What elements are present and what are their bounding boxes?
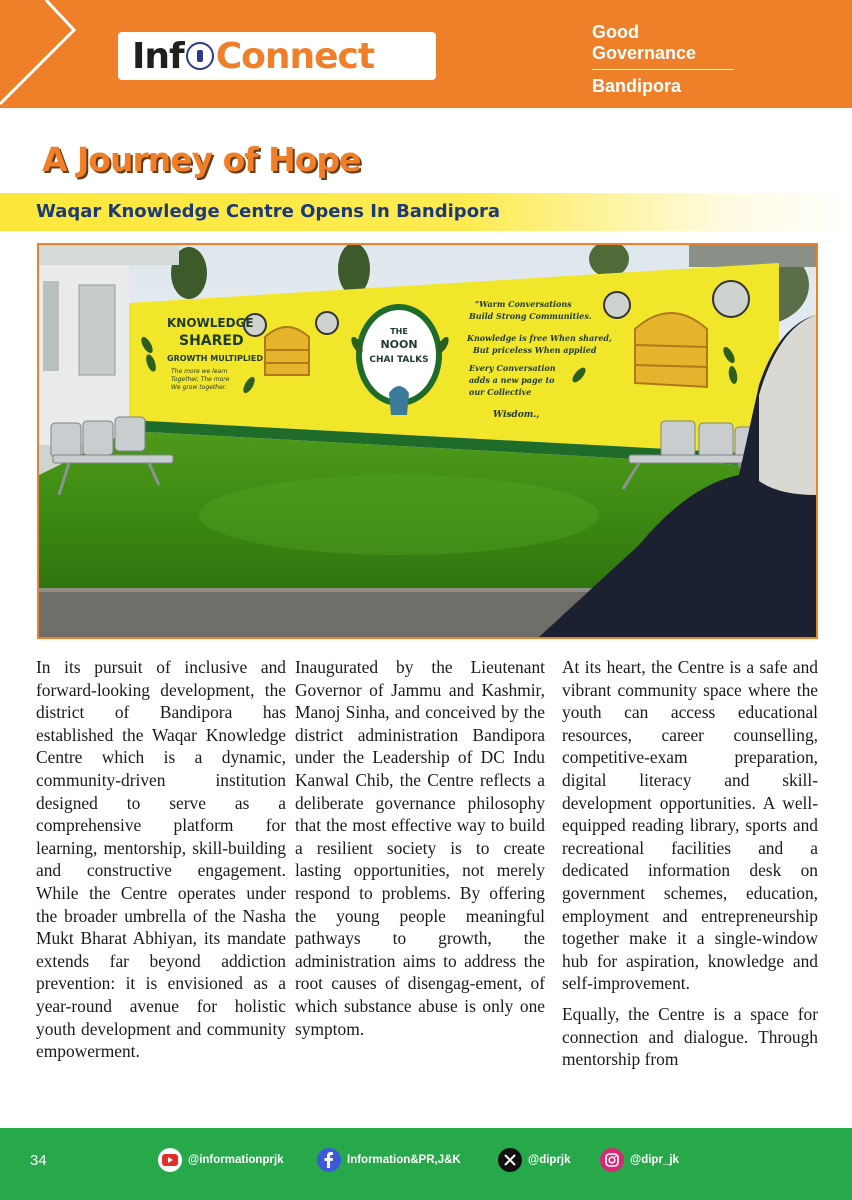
- badge-chai-text: CHAI TALKS: [369, 355, 429, 365]
- instagram-link[interactable]: [600, 1148, 679, 1172]
- sign-shared-text: SHARED: [179, 333, 244, 349]
- district-name: Bandipora: [592, 76, 682, 96]
- sign-growth-text: GROWTH MULTIPLIED: [167, 354, 263, 363]
- youtube-handle: @informationprjk: [188, 1154, 284, 1166]
- column-3-paragraph-1: At its heart, the Centre is a safe and vibrant community space where the youth can access educational resources, career counselling, competitive-exam preparation, digital literacy and skill-development opportunities. A well-equipped reading library, sports and recreational facilities and a dedicated information desk on government schemes, education, employment and entrepreneurship together make it a single-window hub for aspiration, knowledge and self-improvement.: [562, 657, 818, 994]
- quote-line-7: our Collective: [469, 387, 532, 397]
- article-column-1: [36, 656, 286, 1063]
- article-subtitle: Waqar Knowledge Centre Opens In Bandipora: [36, 201, 501, 222]
- column-1-paragraph-1: In its pursuit of inclusive and forward-looking development, the district of Bandipora has established the Waqar Knowledge Centre which is a dynamic, community-driven institution designed to serve as a comprehensive platform for learning, mentorship, skill-building and constructive engagement. While the Centre operates under the broader umbrella of the Nasha Mukt Bharat Abhiyan, its mandate extends far beyond addiction prevention: it is envisioned as a year-round avenue for holistic youth development and community empowerment.: [36, 657, 286, 1062]
- facebook-icon: [317, 1148, 341, 1172]
- logo-text-connect: Connect: [215, 35, 375, 77]
- instagram-icon: [600, 1148, 624, 1172]
- header-band: [0, 0, 852, 108]
- infoconnect-logo: [118, 32, 436, 80]
- column-2-paragraph-1: Inaugurated by the Lieutenant Governor of Jammu and Kashmir, Manoj Sinha, and conceived by the district administration Bandipora under the Leadership of DC Indu Kanwal Chib, the Centre reflects a deliberate governance philosophy that the most effective way to build a resilient society is to create lasting opportunities, not merely respond to problems. By offering the young people meaningful pathways to growth, the administration aims to address the root causes of disengag-ement, of which substance abuse is only one symptom.: [295, 657, 545, 1039]
- badge-the-text: THE: [390, 327, 408, 336]
- article-title: A Journey of Hope: [42, 140, 361, 179]
- article-column-2: [295, 656, 545, 1040]
- sign-small-line-3: We grow together.: [171, 384, 227, 391]
- quote-line-4: But priceless When applied: [473, 345, 597, 355]
- quote-line-1: "Warm Conversations: [475, 299, 572, 309]
- article-photo: [37, 243, 818, 639]
- emblem-icon: [186, 42, 214, 70]
- column-3-paragraph-2: Equally, the Centre is a space for connection and dialogue. Through mentorship from: [562, 1003, 818, 1070]
- x-icon: [498, 1148, 522, 1172]
- sign-small-line-2: Together, The more: [171, 376, 230, 383]
- youtube-icon: [158, 1148, 182, 1172]
- quote-line-8: Wisdom.,: [493, 410, 540, 420]
- article-column-3: [562, 656, 818, 1071]
- header-section-label: [592, 22, 742, 97]
- quote-line-3: Knowledge is free When shared,: [467, 333, 612, 343]
- badge-noon-text: NOON: [380, 338, 418, 351]
- quote-line-2: Build Strong Communities.: [469, 311, 592, 321]
- sign-small-line-1: The more we learn: [171, 368, 228, 375]
- photo-illustration: [39, 245, 816, 637]
- x-handle: @diprjk: [528, 1154, 571, 1166]
- quote-line-5: Every Conversation: [469, 363, 556, 373]
- youtube-link[interactable]: [158, 1148, 284, 1172]
- facebook-link[interactable]: [317, 1148, 461, 1172]
- facebook-handle: Information&PR,J&K: [347, 1154, 461, 1166]
- header-chevron-decoration: [0, 0, 90, 108]
- section-name: Good Governance: [592, 22, 734, 70]
- sign-knowledge-text: KNOWLEDGE: [167, 316, 254, 330]
- instagram-handle: @dipr_jk: [630, 1154, 679, 1166]
- quote-line-6: adds a new page to: [469, 375, 555, 385]
- page-number: 34: [30, 1152, 47, 1169]
- x-link[interactable]: [498, 1148, 571, 1172]
- logo-text-info: Inf: [132, 35, 184, 77]
